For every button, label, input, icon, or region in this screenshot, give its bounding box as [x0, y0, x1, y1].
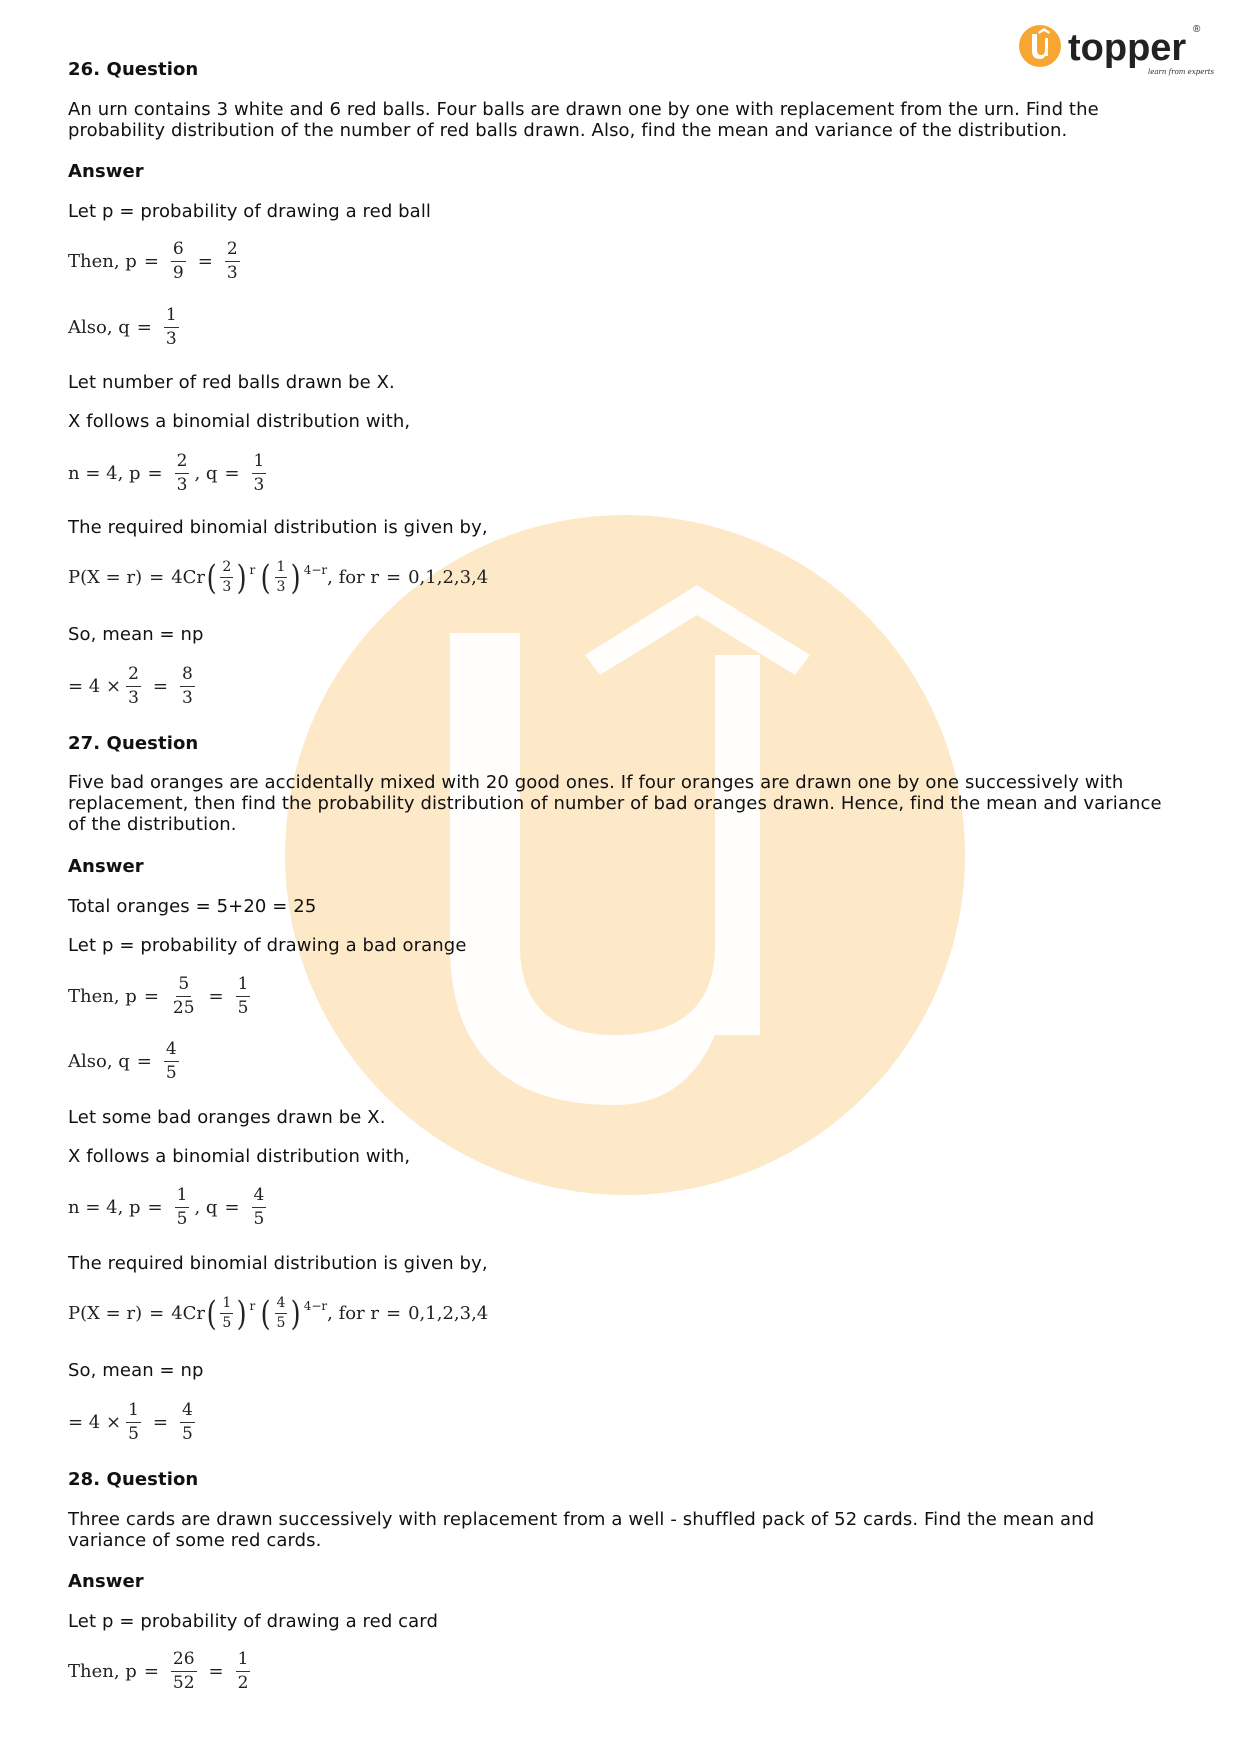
equation-q: Also, q = $\frac{4}{5}$ — [68, 1039, 177, 1083]
equation-binomial-params: n = 4, p = $\frac{2}{3}$ , q = $\frac{1}{3}$ — [68, 451, 265, 495]
question-text: Five bad oranges are accidentally mixed with 20 good ones. If four oranges are drawn one by one successively with replacement, then find the probability distribution of number of bad oranges drawn. Hence, find the mean and variance of the distribution. — [68, 772, 1162, 835]
logo-text: topper — [1068, 27, 1187, 69]
equation-mean: = 4 × $\frac{1}{5}$ = $\frac{4}{5}$ — [68, 1400, 193, 1444]
answer-line: X follows a binomial distribution with, — [68, 1146, 411, 1167]
equation-p: Then, p = $\frac{26}{52}$ = $\frac{1}{2}$ — [68, 1649, 249, 1693]
question-text: Three cards are drawn successively with replacement from a well - shuffled pack of 52 cards. Find the mean and variance of some red cards. — [68, 1509, 1095, 1551]
equation-p: Then, p = $\frac{5}{25}$ = $\frac{1}{5}$ — [68, 974, 249, 1018]
equation-binomial-params: n = 4, p = $\frac{1}{5}$ , q = $\frac{4}{5}$ — [68, 1185, 265, 1229]
answer-line: Total oranges = 5+20 = 25 — [68, 896, 317, 917]
equation-p: Then, p = $\frac{6}{9}$ = $\frac{2}{3}$ — [68, 239, 238, 283]
answer-line: Let p = probability of drawing a red card — [68, 1611, 438, 1632]
equation-distribution: P(X = r) = 4Cr ( $\frac{2}{3}$ ) $^r$ ( $\frac{1}{3}$ ) $^{4-r}$ , for r = 0,1,2,3,4 — [68, 557, 489, 598]
question-heading: 27. Question — [68, 733, 199, 754]
answer-line: So, mean = np — [68, 624, 204, 645]
registered-mark: ® — [1193, 24, 1201, 35]
question-text: An urn contains 3 white and 6 red balls. Four balls are drawn one by one with replacement from the urn. Find the probability distribution of the number of red balls drawn. Also, find the mean and variance of the distribution. — [68, 99, 1099, 141]
answer-line: The required binomial distribution is given by, — [68, 517, 488, 538]
answer-line: Let p = probability of drawing a bad orange — [68, 935, 467, 956]
answer-label: Answer — [68, 161, 144, 182]
watermark-logo — [285, 515, 965, 1195]
answer-line: X follows a binomial distribution with, — [68, 411, 411, 432]
question-heading: 28. Question — [68, 1469, 199, 1490]
answer-line: Let number of red balls drawn be X. — [68, 372, 395, 393]
answer-line: Let some bad oranges drawn be X. — [68, 1107, 386, 1128]
answer-label: Answer — [68, 856, 144, 877]
answer-line: So, mean = np — [68, 1360, 204, 1381]
equation-q: Also, q = $\frac{1}{3}$ — [68, 305, 177, 349]
answer-label: Answer — [68, 1571, 144, 1592]
question-heading: 26. Question — [68, 59, 199, 80]
equation-mean: = 4 × $\frac{2}{3}$ = $\frac{8}{3}$ — [68, 664, 193, 708]
answer-line: Let p = probability of drawing a red ball — [68, 201, 432, 222]
answer-line: The required binomial distribution is given by, — [68, 1253, 488, 1274]
logo-tagline: learn from experts — [1148, 68, 1215, 76]
equation-distribution: P(X = r) = 4Cr ( $\frac{1}{5}$ ) $^r$ ( $\frac{4}{5}$ ) $^{4-r}$ , for r = 0,1,2,3,4 — [68, 1293, 489, 1334]
topper-logo — [1018, 20, 1218, 80]
